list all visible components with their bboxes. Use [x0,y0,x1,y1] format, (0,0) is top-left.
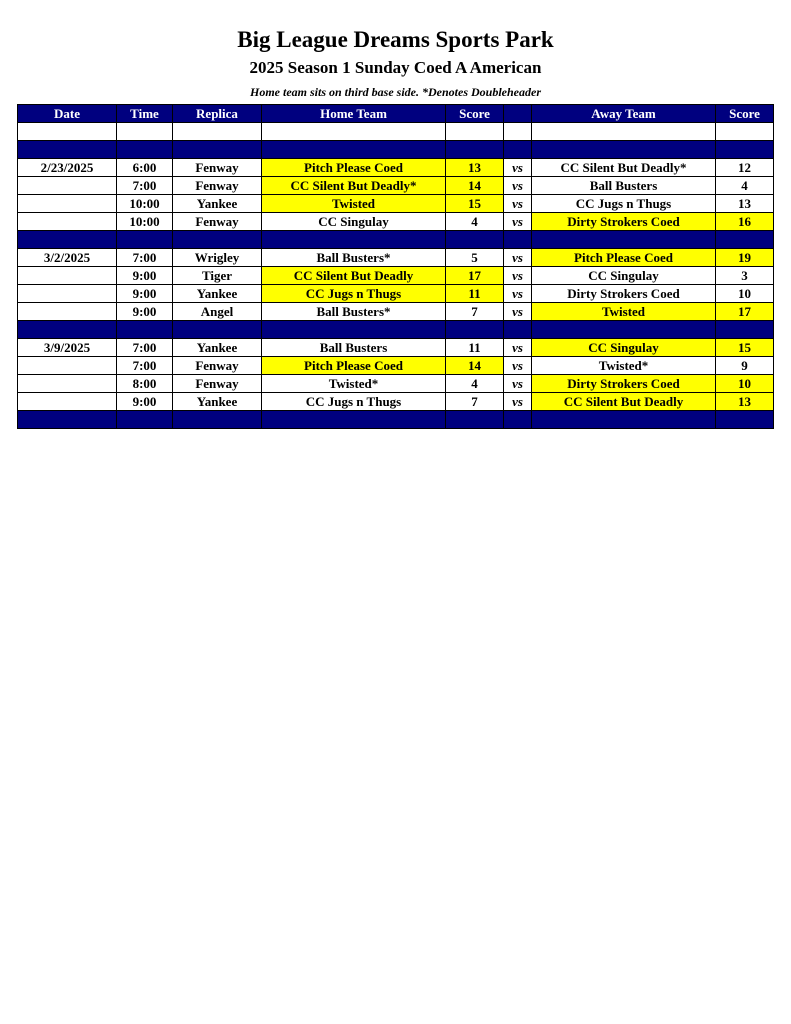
game-replica: Fenway [173,357,262,375]
col-header-away-score: Score [716,105,774,123]
vs-label: vs [504,195,532,213]
table-row [18,375,774,393]
game-replica: Tiger [173,267,262,285]
table-row [18,213,774,231]
home-score: 7 [446,393,504,411]
vs-label: vs [504,285,532,303]
game-time: 10:00 [117,195,173,213]
week-separator-row-cell [532,231,716,249]
game-replica: Yankee [173,195,262,213]
table-row [18,249,774,267]
week-separator-row-cell [262,321,446,339]
col-header-vs [504,105,532,123]
game-replica: Wrigley [173,249,262,267]
week-separator-row-cell [173,141,262,159]
week-separator-row-cell [716,411,774,429]
week-separator-row-cell [532,141,716,159]
home-score: 11 [446,285,504,303]
week-separator-row-cell [18,321,117,339]
away-score: 10 [716,285,774,303]
blank-row-cell [532,123,716,141]
game-replica: Fenway [173,375,262,393]
week-separator-row-cell [716,231,774,249]
home-score: 14 [446,177,504,195]
week-separator-row-cell [117,231,173,249]
away-team: CC Silent But Deadly* [532,159,716,177]
game-time: 9:00 [117,393,173,411]
week-separator-row-cell [117,141,173,159]
table-row [18,177,774,195]
home-score: 4 [446,213,504,231]
week-separator-row [18,321,774,339]
schedule-table [17,104,774,429]
week-separator-row [18,411,774,429]
week-separator-row-cell [446,141,504,159]
game-time: 9:00 [117,267,173,285]
week-separator-row-cell [117,321,173,339]
table-row [18,357,774,375]
away-score: 10 [716,375,774,393]
game-replica: Yankee [173,285,262,303]
blank-row-cell [716,123,774,141]
week-separator-row-cell [117,411,173,429]
home-team: Ball Busters* [262,249,446,267]
col-header-date: Date [18,105,117,123]
page-subtitle: 2025 Season 1 Sunday Coed A American [249,58,542,77]
week-separator-row-cell [18,231,117,249]
game-date: 3/2/2025 [18,249,117,267]
away-team: Ball Busters [532,177,716,195]
game-time: 10:00 [117,213,173,231]
week-separator-row-cell [173,231,262,249]
away-score: 3 [716,267,774,285]
home-score: 15 [446,195,504,213]
blank-row-cell [262,123,446,141]
home-team: CC Singulay [262,213,446,231]
week-separator-row-cell [716,141,774,159]
game-date [18,195,117,213]
game-time: 7:00 [117,177,173,195]
home-team: CC Jugs n Thugs [262,393,446,411]
home-team: Ball Busters* [262,303,446,321]
away-score: 4 [716,177,774,195]
away-score: 13 [716,195,774,213]
game-date [18,357,117,375]
away-score: 9 [716,357,774,375]
week-separator-row-cell [18,411,117,429]
vs-label: vs [504,393,532,411]
week-separator-row-cell [716,321,774,339]
home-score: 5 [446,249,504,267]
game-date [18,267,117,285]
col-header-replica: Replica [173,105,262,123]
table-header-row [18,105,774,123]
game-date [18,177,117,195]
game-date: 3/9/2025 [18,339,117,357]
game-date [18,285,117,303]
schedule-note: Home team sits on third base side. *Denotes Doubleheader [250,85,541,99]
game-time: 7:00 [117,249,173,267]
game-replica: Fenway [173,213,262,231]
game-replica: Fenway [173,159,262,177]
away-team: CC Singulay [532,339,716,357]
game-date: 2/23/2025 [18,159,117,177]
home-score: 4 [446,375,504,393]
blank-row-cell [18,123,117,141]
table-row [18,339,774,357]
week-separator-row-cell [262,231,446,249]
week-separator-row-cell [18,141,117,159]
vs-label: vs [504,213,532,231]
week-separator-row-cell [504,141,532,159]
blank-row-cell [173,123,262,141]
week-separator-row [18,231,774,249]
away-score: 19 [716,249,774,267]
week-separator-row-cell [446,321,504,339]
away-team: CC Silent But Deadly [532,393,716,411]
home-team: CC Jugs n Thugs [262,285,446,303]
vs-label: vs [504,339,532,357]
week-separator-row-cell [446,411,504,429]
col-header-time: Time [117,105,173,123]
game-date [18,393,117,411]
game-time: 7:00 [117,357,173,375]
away-score: 13 [716,393,774,411]
game-time: 7:00 [117,339,173,357]
table-row [18,393,774,411]
away-team: Dirty Strokers Coed [532,213,716,231]
game-replica: Yankee [173,339,262,357]
home-team: CC Silent But Deadly* [262,177,446,195]
game-time: 9:00 [117,285,173,303]
week-separator-row-cell [262,411,446,429]
week-separator-row-cell [262,141,446,159]
table-row [18,267,774,285]
away-team: Twisted [532,303,716,321]
week-separator-row-cell [504,231,532,249]
col-header-home-score: Score [446,105,504,123]
game-replica: Fenway [173,177,262,195]
away-score: 12 [716,159,774,177]
home-team: Pitch Please Coed [262,357,446,375]
game-time: 6:00 [117,159,173,177]
home-score: 17 [446,267,504,285]
away-team: Dirty Strokers Coed [532,285,716,303]
game-date [18,375,117,393]
home-team: Pitch Please Coed [262,159,446,177]
col-header-away-team: Away Team [532,105,716,123]
away-score: 15 [716,339,774,357]
page-title: Big League Dreams Sports Park [237,27,554,52]
home-score: 14 [446,357,504,375]
week-separator-row-cell [446,231,504,249]
game-date [18,303,117,321]
vs-label: vs [504,375,532,393]
away-team: CC Jugs n Thugs [532,195,716,213]
vs-label: vs [504,177,532,195]
vs-label: vs [504,159,532,177]
home-team: CC Silent But Deadly [262,267,446,285]
week-separator-row-cell [173,411,262,429]
week-separator-row-cell [532,321,716,339]
vs-label: vs [504,249,532,267]
game-replica: Yankee [173,393,262,411]
blank-row [18,123,774,141]
game-replica: Angel [173,303,262,321]
week-separator-row [18,141,774,159]
home-team: Ball Busters [262,339,446,357]
vs-label: vs [504,357,532,375]
vs-label: vs [504,303,532,321]
week-separator-row-cell [504,411,532,429]
table-row [18,285,774,303]
week-separator-row-cell [532,411,716,429]
table-row [18,303,774,321]
home-score: 7 [446,303,504,321]
home-score: 13 [446,159,504,177]
blank-row-cell [446,123,504,141]
week-separator-row-cell [173,321,262,339]
away-team: Twisted* [532,357,716,375]
away-score: 16 [716,213,774,231]
table-row [18,159,774,177]
away-team: Pitch Please Coed [532,249,716,267]
blank-row-cell [504,123,532,141]
away-score: 17 [716,303,774,321]
col-header-home-team: Home Team [262,105,446,123]
home-score: 11 [446,339,504,357]
game-time: 9:00 [117,303,173,321]
home-team: Twisted [262,195,446,213]
home-team: Twisted* [262,375,446,393]
game-date [18,213,117,231]
game-time: 8:00 [117,375,173,393]
away-team: CC Singulay [532,267,716,285]
table-row [18,195,774,213]
vs-label: vs [504,267,532,285]
blank-row-cell [117,123,173,141]
week-separator-row-cell [504,321,532,339]
away-team: Dirty Strokers Coed [532,375,716,393]
